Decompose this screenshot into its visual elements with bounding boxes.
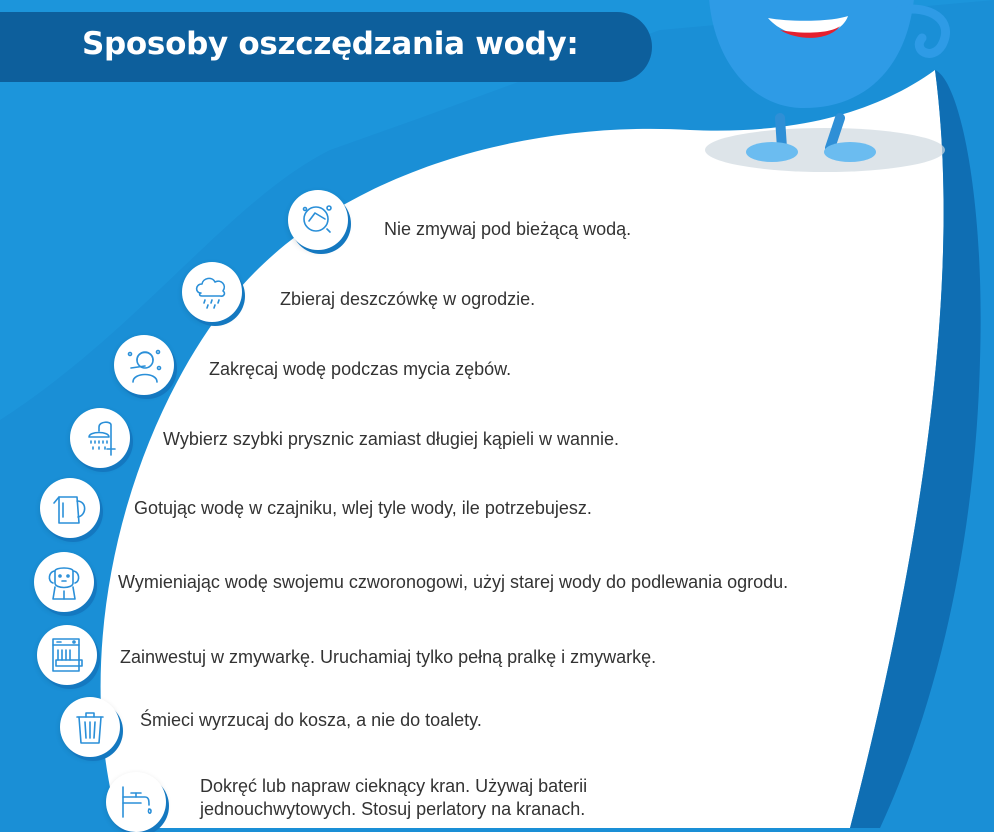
trash-bin-icon bbox=[60, 697, 120, 757]
tip-text: Gotując wodę w czajniku, wlej tyle wody, ile potrzebujesz. bbox=[134, 498, 592, 518]
tip-text: Śmieci wyrzucaj do kosza, a nie do toalety. bbox=[140, 710, 482, 730]
tooth-brushing-icon bbox=[114, 335, 174, 395]
kettle-icon bbox=[40, 478, 100, 538]
shower-icon bbox=[70, 408, 130, 468]
tip-text: Zbieraj deszczówkę w ogrodzie. bbox=[280, 289, 536, 309]
tip-text: Dokręć lub napraw cieknący kran. Używaj baterii jednouchwytowych. Stosuj perlatory na kranach. bbox=[200, 776, 588, 819]
water-drop-mascot bbox=[680, 0, 970, 200]
tip-text: Nie zmywaj pod bieżącą wodą. bbox=[384, 219, 632, 239]
dog-icon bbox=[34, 552, 94, 612]
tip-text: Wybierz szybki prysznic zamiast długiej kąpieli w wannie. bbox=[163, 429, 620, 449]
faucet-icon bbox=[106, 772, 166, 832]
page-title: Sposoby oszczędzania wody: bbox=[82, 26, 579, 62]
tip-text: Wymieniając wodę swojemu czworonogowi, użyj starej wody do podlewania ogrodu. bbox=[118, 572, 789, 592]
tip-text: Zainwestuj w zmywarkę. Uruchamiaj tylko pełną pralkę i zmywarkę. bbox=[120, 647, 657, 667]
rain-cloud-icon bbox=[182, 262, 242, 322]
dish-washing-hand-icon bbox=[288, 190, 348, 250]
tip-text: Zakręcaj wodę podczas mycia zębów. bbox=[209, 359, 512, 379]
dishwasher-icon bbox=[37, 625, 97, 685]
